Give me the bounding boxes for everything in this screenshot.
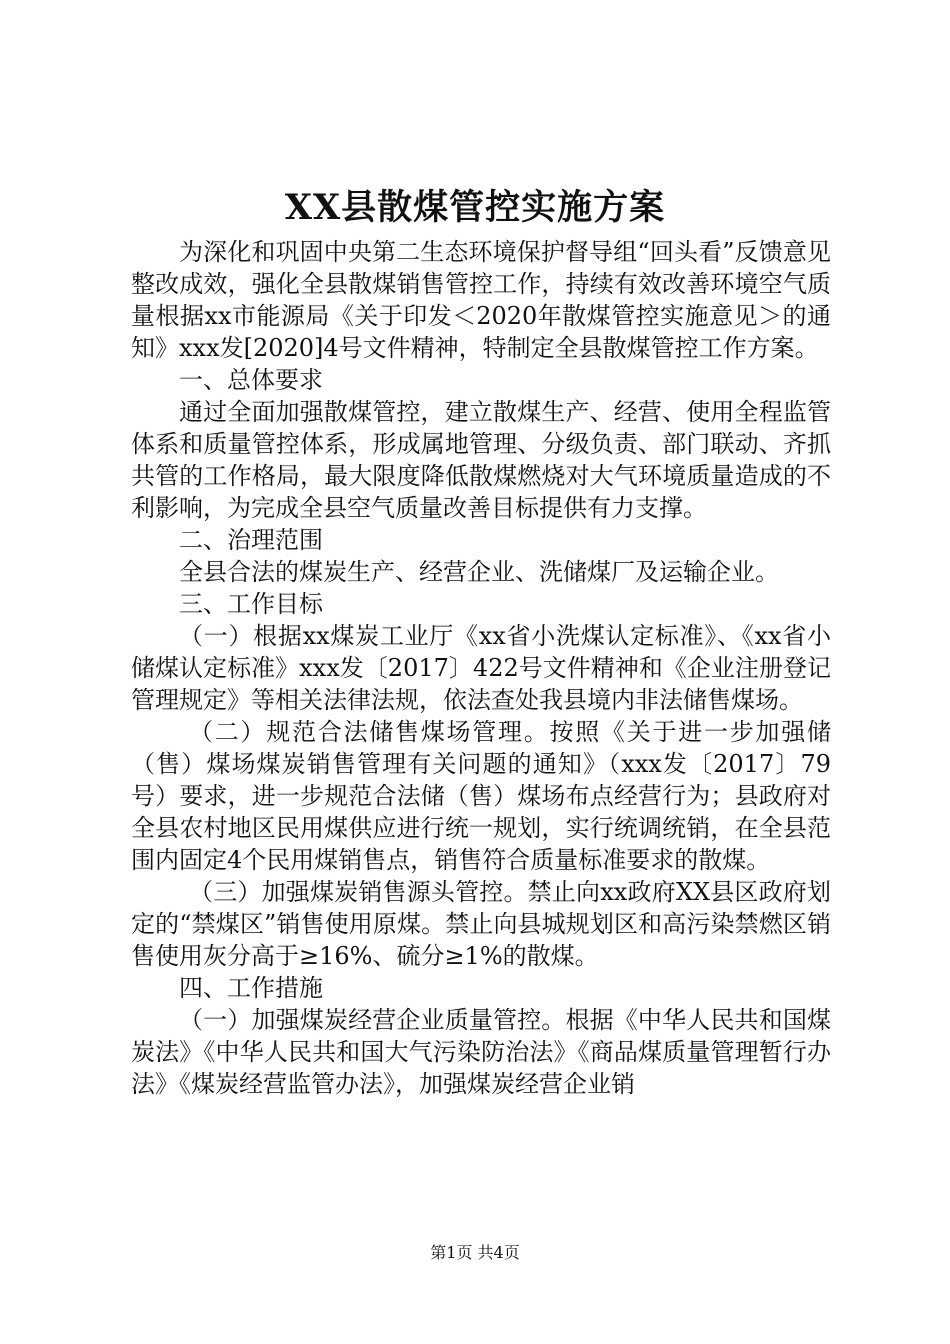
- section-heading-objectives: 三、工作目标: [179, 590, 323, 618]
- objective-item-3: （三）加强煤炭销售源头管控。禁止向xx政府XX县区政府划定的“禁煤区”销售使用原煤。禁止向县城规划区和高污染禁燃区销售使用灰分高于≥16%、硫分≥1%的散煤。: [131, 878, 831, 970]
- general-requirements-paragraph: 通过全面加强散煤管控，建立散煤生产、经营、使用全程监管体系和质量管控体系，形成属地管理、分级负责、部门联动、齐抓共管的工作格局，最大限度降低散煤燃烧对大气环境质量造成的不利影响，为完成全县空气质量改善目标提供有力支撑。: [131, 398, 831, 522]
- section-heading-measures: 四、工作措施: [179, 974, 323, 1002]
- document-body: [131, 236, 831, 1100]
- intro-paragraph: 为深化和巩固中央第二生态环境保护督导组“回头看”反馈意见整改成效，强化全县散煤销售管控工作，持续有效改善环境空气质量根据xx市能源局《关于印发＜2020年散煤管控实施意见＞的通知》xxx发[2020]4号文件精神，特制定全县散煤管控工作方案。: [131, 238, 831, 362]
- section-heading-scope: 二、治理范围: [179, 526, 323, 554]
- page-footer: 第1页 共4页: [430, 1243, 520, 1262]
- measure-item-1: （一）加强煤炭经营企业质量管控。根据《中华人民共和国煤炭法》《中华人民共和国大气污染防治法》《商品煤质量管理暂行办法》《煤炭经营监管办法》，加强煤炭经营企业销: [131, 1006, 831, 1098]
- objective-item-1: （一）根据xx煤炭工业厅《xx省小洗煤认定标准》、《xx省小储煤认定标准》xxx发〔2017〕422号文件精神和《企业注册登记管理规定》等相关法律法规，依法查处我县境内非法储售煤场。: [131, 622, 831, 714]
- document-title: XX县散煤管控实施方案: [284, 187, 666, 228]
- scope-paragraph: 全县合法的煤炭生产、经营企业、洗储煤厂及运输企业。: [179, 558, 779, 586]
- section-heading-general-requirements: 一、总体要求: [179, 366, 323, 394]
- objective-item-2: （二）规范合法储售煤场管理。按照《关于进一步加强储（售）煤场煤炭销售管理有关问题的通知》（xxx发〔2017〕79号）要求，进一步规范合法储（售）煤场布点经营行为；县政府对全县农村地区民用煤供应进行统一规划，实行统调统销，在全县范围内固定4个民用煤销售点，销售符合质量标准要求的散煤。: [131, 718, 831, 874]
